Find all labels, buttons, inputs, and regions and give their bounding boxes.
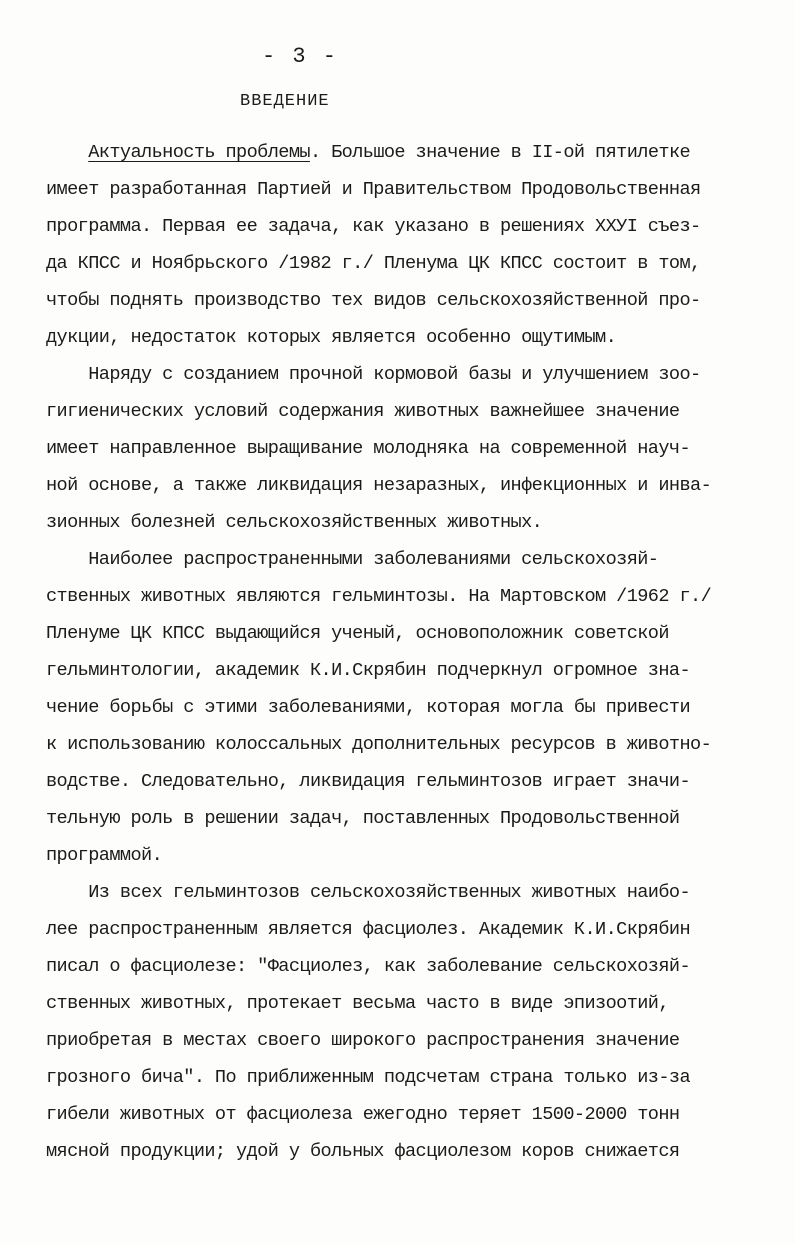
text-line: к использованию колоссальных дополнительных ресурсов в животно- [46,734,712,755]
paragraph-1-line-1 [46,134,758,171]
text-line: писал о фасциолезе: "Фасциолез, как заболевание сельскохозяй- [46,956,691,977]
text-line: имеет направленное выращивание молодняка на современной науч- [46,438,691,459]
text-line: водстве. Следовательно, ликвидация гельминтозов играет значи- [46,771,691,792]
text-line: ной основе, а также ликвидация незаразных, инфекционных и инва- [46,475,712,496]
text-line: лее распространенным является фасциолез. Академик К.И.Скрябин [46,919,691,940]
page-number: - 3 - [261,44,338,69]
text-line: гельминтологии, академик К.И.Скрябин подчеркнул огромное зна- [46,660,691,681]
text-line: Пленуме ЦК КПСС выдающийся ученый, основоположник советской [46,623,669,644]
paragraph-1-line-1-rest: . Большое значение в II-ой пятилетке [309,142,691,163]
text-line: чение борьбы с этими заболеваниями, которая могла бы привести [46,697,691,718]
text-line: гибели животных от фасциолеза ежегодно теряет 1500-2000 тонн [46,1104,680,1125]
text-line: ственных животных, протекает весьма часто в виде эпизоотий, [46,993,669,1014]
body-text [46,134,758,1170]
section-heading: ВВЕДЕНИЕ [240,92,330,111]
underlined-lead: Актуальность проблемы [88,142,310,163]
text-line: чтобы поднять производство тех видов сельскохозяйственной про- [46,290,701,311]
text-line: гигиенических условий содержания животных важнейшее значение [46,401,680,422]
text-line: зионных болезней сельскохозяйственных животных. [46,512,543,533]
text-line: программой. [46,845,163,866]
text-line: имеет разработанная Партией и Правительством Продовольственная [46,179,701,200]
text-line: ственных животных являются гельминтозы. На Мартовском /1962 г./ [46,586,712,607]
text-line: грозного бича". По приближенным подсчетам страна только из-за [46,1067,691,1088]
text-line: тельную роль в решении задач, поставленных Продовольственной [46,808,680,829]
text-line: программа. Первая ее задача, как указано в решениях XXУI съез- [46,216,701,237]
text-line: Из всех гельминтозов сельскохозяйственных животных наибо- [46,882,691,903]
text-line: Наиболее распространенными заболеваниями сельскохозяй- [46,549,659,570]
text-line: Наряду с созданием прочной кормовой базы и улучшением зоо- [46,364,701,385]
text-line: приобретая в местах своего широкого распространения значение [46,1030,680,1051]
text-line: да КПСС и Ноябрьского /1982 г./ Пленума ЦК КПСС состоит в том, [46,253,701,274]
text-line: мясной продукции; удой у больных фасциолезом коров снижается [46,1141,680,1162]
text-line: дукции, недостаток которых является особенно ощутимым. [46,327,617,348]
